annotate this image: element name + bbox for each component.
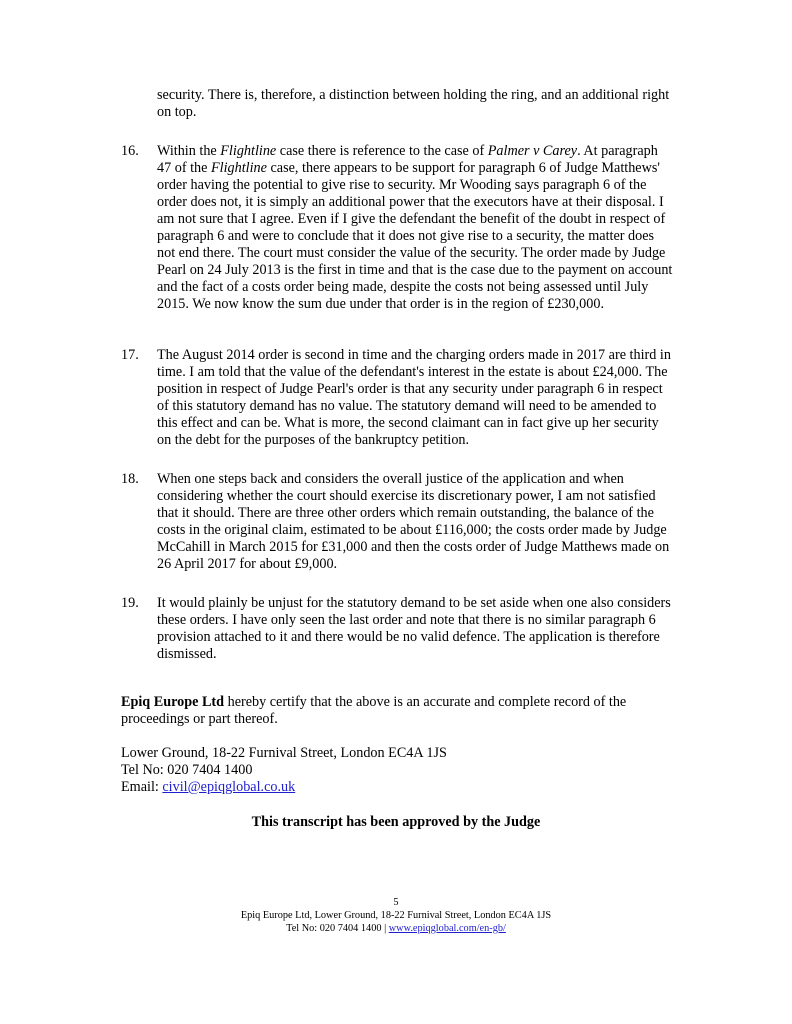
contact-block [121,745,661,796]
paragraph-17 [121,347,674,449]
case-name-italic: Flightline [210,160,267,176]
paragraph-run: When one steps back and considers the overall justice of the application and when considering whether the court should exercise its discretionary power, I am not satisfied that it should. There are three other orders which remain outstanding, the balance of the costs in the original claim, estimated to be about £116,000; the costs order made by Judge McCahill in March 2015 for £31,000 and then the costs order of Judge Matthews made on 26 April 2017 for about £9,000. [157,471,670,572]
contact-email-line [121,779,661,796]
footer-telephone: Tel No: 020 7404 1400 | [286,923,389,934]
certification-statement [121,694,661,728]
continued-paragraph: security. There is, therefore, a distinction between holding the ring, and an additional right on top. [157,87,670,120]
approval-notice: This transcript has been approved by the Judge [251,814,541,830]
paragraph-text [157,143,673,313]
paragraph-run: It would plainly be unjust for the statutory demand to be set aside when one also considers these orders. I have only seen the last order and note that there is no similar paragraph 6 provision attached to it and there would be no valid defence. The application is therefore dismissed. [157,595,671,662]
website-link[interactable]: www.epiqglobal.com/en-gb/ [388,923,506,934]
contact-telephone: Tel No: 020 7404 1400 [121,762,253,778]
case-name-italic: Palmer v Carey [487,143,578,159]
case-name-italic: Flightline [220,143,277,159]
email-label: Email: [121,779,163,795]
footer-address: Epiq Europe Ltd, Lower Ground, 18-22 Furnival Street, London EC4A 1JS [240,910,552,921]
contact-address: Lower Ground, 18-22 Furnival Street, London EC4A 1JS [121,745,447,761]
paragraph-run: The August 2014 order is second in time and the charging orders made in 2017 are third in time. I am told that the value of the defendant's interest in the estate is about £24,000. The position in respect of Judge Pearl's order is that any security under paragraph 6 in respect of this statutory demand has no value. The statutory demand will need to be amended to this effect and can be. What is more, the second claimant can in fact give up her security on the debt for the purposes of the bankruptcy petition. [157,347,671,448]
footer-contact-line [0,922,792,935]
email-link[interactable]: civil@epiqglobal.co.uk [162,779,296,795]
paragraph-text [157,347,673,449]
paragraph-number: 19. [121,595,139,611]
certification-text: hereby certify that the above is an accurate and complete record of the proceedings or part thereof. [121,694,627,727]
paragraph-run: case there is reference to the case of [276,143,488,159]
paragraph-run: . At paragraph 47 of the [157,143,658,176]
paragraph-number: 17. [121,347,139,363]
paragraph-run: case, there appears to be support for paragraph 6 of Judge Matthews' order having the potential to give rise to security. Mr Wooding says paragraph 6 of the order does not, it is simply an additional power that the executors have at their disposal. I am not sure that I agree. Even if I give the defendant the benefit of the doubt in respect of paragraph 6 and were to conclude that it does not give rise to a security, the matter does not end there. The court must consider the value of the security. The order made by Judge Pearl on 24 July 2013 is the first in time and that is the case due to the payment on account and the fact of a costs order being made, despite the costs not being assessed until July 2015. We now know the sum due under that order is in the region of £230,000. [157,160,673,312]
paragraph-text [157,471,673,573]
page-number: 5 [393,897,399,908]
paragraph-18 [121,471,674,573]
paragraph-number: 18. [121,471,139,487]
paragraph-16 [121,143,674,313]
paragraph-run: Within the [157,143,221,159]
certifying-company: Epiq Europe Ltd [121,694,225,710]
paragraph-19 [121,595,674,663]
paragraph-number: 16. [121,143,139,159]
paragraph-text [157,595,673,663]
page-footer [0,896,792,935]
